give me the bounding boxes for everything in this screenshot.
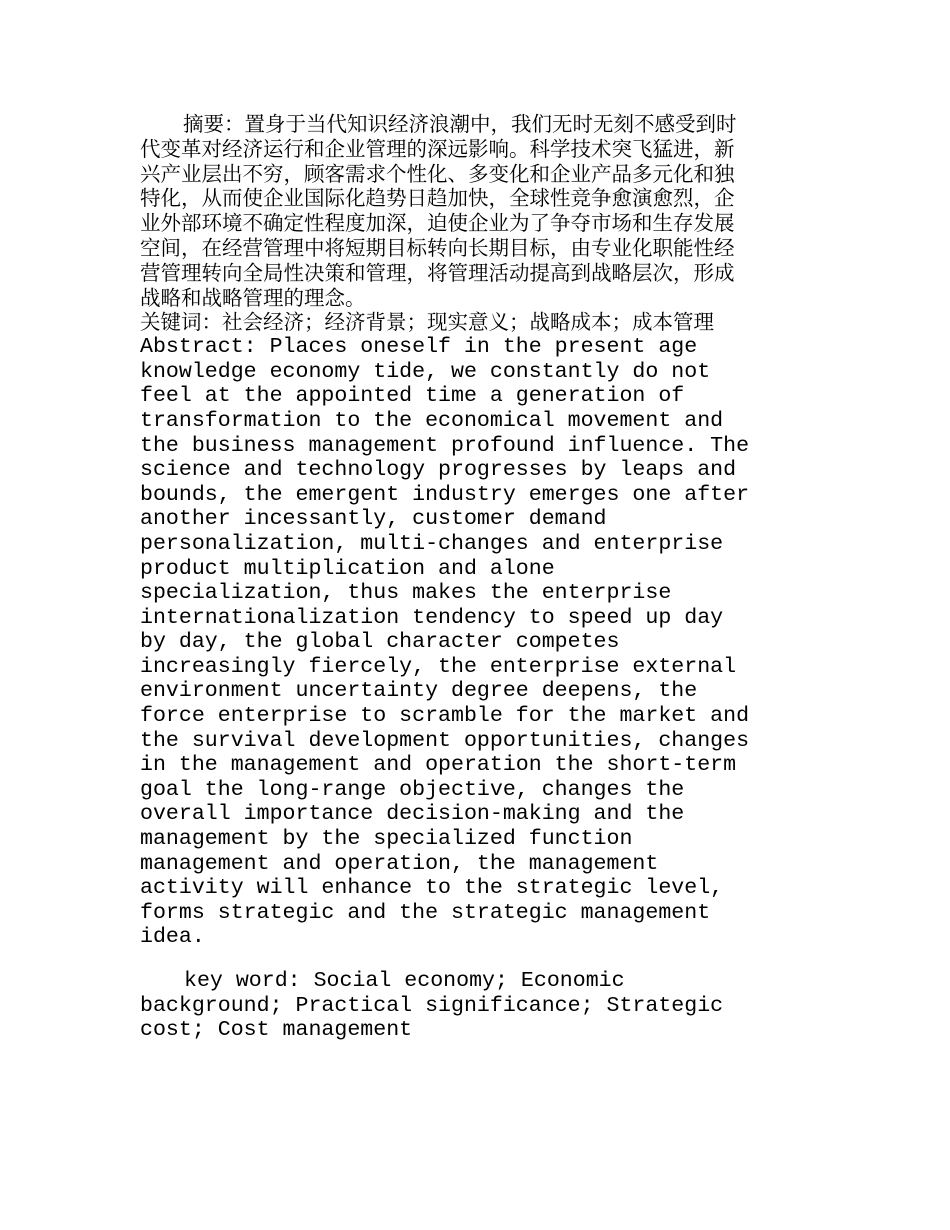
english-abstract: Abstract: Places oneself in the present age knowledge economy tide, we constantly do not feel at the appointed time a generation of transformation to the economical movement and the business management profound influence. The science and technology progresses by leaps and bounds, the emergent industry emerges one after another incessantly, customer demand personalization, multi-changes and enterprise product multiplication and alone specialization, thus makes the enterprise internationalization tendency to speed up day by day, the global character competes increasingly fiercely, the enterprise external environment uncertainty degree deepens, the force enterprise to scramble for the market and the survival development opportunities, changes in the management and operation the short-term goal the long-range objective, changes the overall importance decision-making and the management by the specialized function management and operation, the management activity will enhance to the strategic level, forms strategic and the strategic management idea.	[140, 335, 750, 950]
document-body	[140, 112, 750, 1043]
chinese-keywords: 关键词：社会经济；经济背景；现实意义；战略成本；成本管理	[140, 310, 714, 335]
english-keywords: key word: Social economy; Economic background; Practical significance; Strategic cost; Cost management	[140, 969, 724, 1043]
chinese-abstract: 摘要：置身于当代知识经济浪潮中，我们无时无刻不感受到时代变革对经济运行和企业管理的深远影响。科学技术突飞猛进，新兴产业层出不穷，顾客需求个性化、多变化和企业产品多元化和独特化，从而使企业国际化趋势日趋加快，全球性竞争愈演愈烈，企业外部环境不确定性程度加深，迫使企业为了争夺市场和生存发展空间，在经营管理中将短期目标转向长期目标，由专业化职能性经营管理转向全局性决策和管理，将管理活动提高到战略层次，形成战略和战略管理的理念。	[140, 112, 737, 310]
